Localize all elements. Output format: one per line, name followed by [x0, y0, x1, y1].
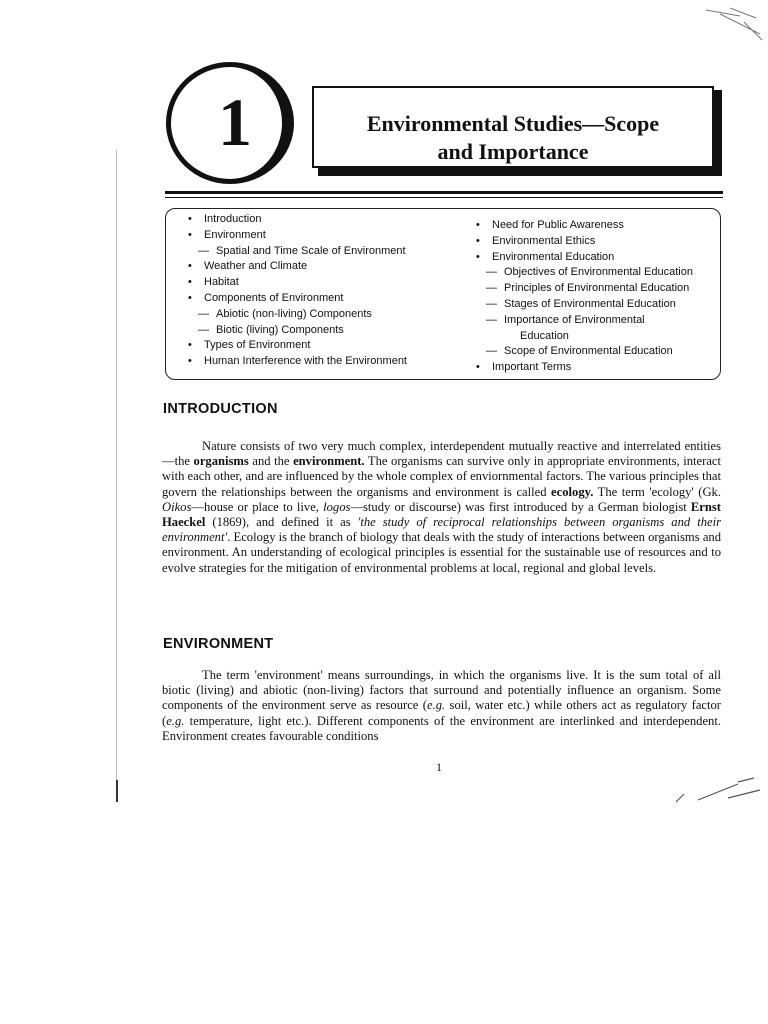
introduction-paragraph: Nature consists of two very much complex, interdependent mutually reactive and interrelated entities—the organisms and the environment. The organisms can survive only in appropriate environments, interact with each other, and are influenced by the whole complex of enviornmental factors. The various principles that govern the relationships between the organisms and environment is called ecology. The term 'ecology' (Gk. Oikos—house or place to live, logos—study or discourse) was first introduced by a German biologist Ernst Haeckel (1869), and defined it as 'the study of reciprocal relationships between organisms and their environment'. Ecology is the branch of biology that deals with the study of interactions between organisms and environment. An understanding of ecological principles is essential for the sustainable use of resources and to evolve strategies for the mitigation of environmental problems at local, regional and global levels.	[162, 439, 721, 575]
chapter-title-line2: and Importance	[437, 139, 589, 164]
contents-item: • Weather and Climate	[186, 259, 407, 275]
contents-subitem: — Principles of Environmental Education	[474, 281, 693, 297]
contents-item: • Environment	[186, 228, 407, 244]
page-number: 1	[436, 760, 442, 774]
scan-mark-top-right	[700, 4, 766, 44]
introduction-heading: INTRODUCTION	[163, 401, 278, 417]
contents-item: • Environmental Education	[474, 250, 693, 266]
contents-item: • Need for Public Awareness	[474, 218, 693, 234]
contents-subitem: — Scope of Environmental Education	[474, 344, 693, 360]
environment-heading: ENVIRONMENT	[163, 636, 274, 652]
contents-subitem: — Importance of Environmental	[474, 313, 693, 329]
contents-item: • Environmental Ethics	[474, 234, 693, 250]
contents-item: • Types of Environment	[186, 338, 407, 354]
chapter-title-line1: Environmental Studies—Scope	[366, 111, 660, 136]
contents-subitem-continued: Education	[520, 329, 569, 342]
divider-thin	[165, 197, 723, 198]
scan-mark-bottom-right	[668, 770, 764, 810]
contents-item: • Important Terms	[474, 360, 693, 376]
chapter-number: 1	[218, 84, 252, 160]
contents-subitem: — Spatial and Time Scale of Environment	[186, 244, 407, 260]
contents-item: • Habitat	[186, 275, 407, 291]
contents-item: • Components of Environment	[186, 291, 407, 307]
contents-right-column	[474, 218, 693, 376]
scan-mark-left	[116, 150, 117, 800]
chapter-title-box	[312, 86, 714, 168]
scan-mark-left-dark	[116, 780, 118, 802]
contents-subitem: — Biotic (living) Components	[186, 323, 407, 339]
contents-item: • Human Interference with the Environment	[186, 354, 407, 370]
contents-subitem: — Abiotic (non-living) Components	[186, 307, 407, 323]
divider-thick	[165, 191, 723, 194]
contents-subitem: — Stages of Environmental Education	[474, 297, 693, 313]
environment-paragraph: The term 'environment' means surroundings, in which the organisms live. It is the sum total of all biotic (living) and abiotic (non-living) factors that surround and potentially influence an organism. Some components of the environment serve as resource (e.g. soil, water etc.) while others act as regulatory factor (e.g. temperature, light etc.). Different components of the environment are interlinked and interdependent. Environment creates favourable conditions	[162, 668, 721, 743]
contents-subitem: — Objectives of Environmental Education	[474, 265, 693, 281]
contents-item: • Introduction	[186, 212, 407, 228]
contents-left-column	[186, 212, 407, 370]
